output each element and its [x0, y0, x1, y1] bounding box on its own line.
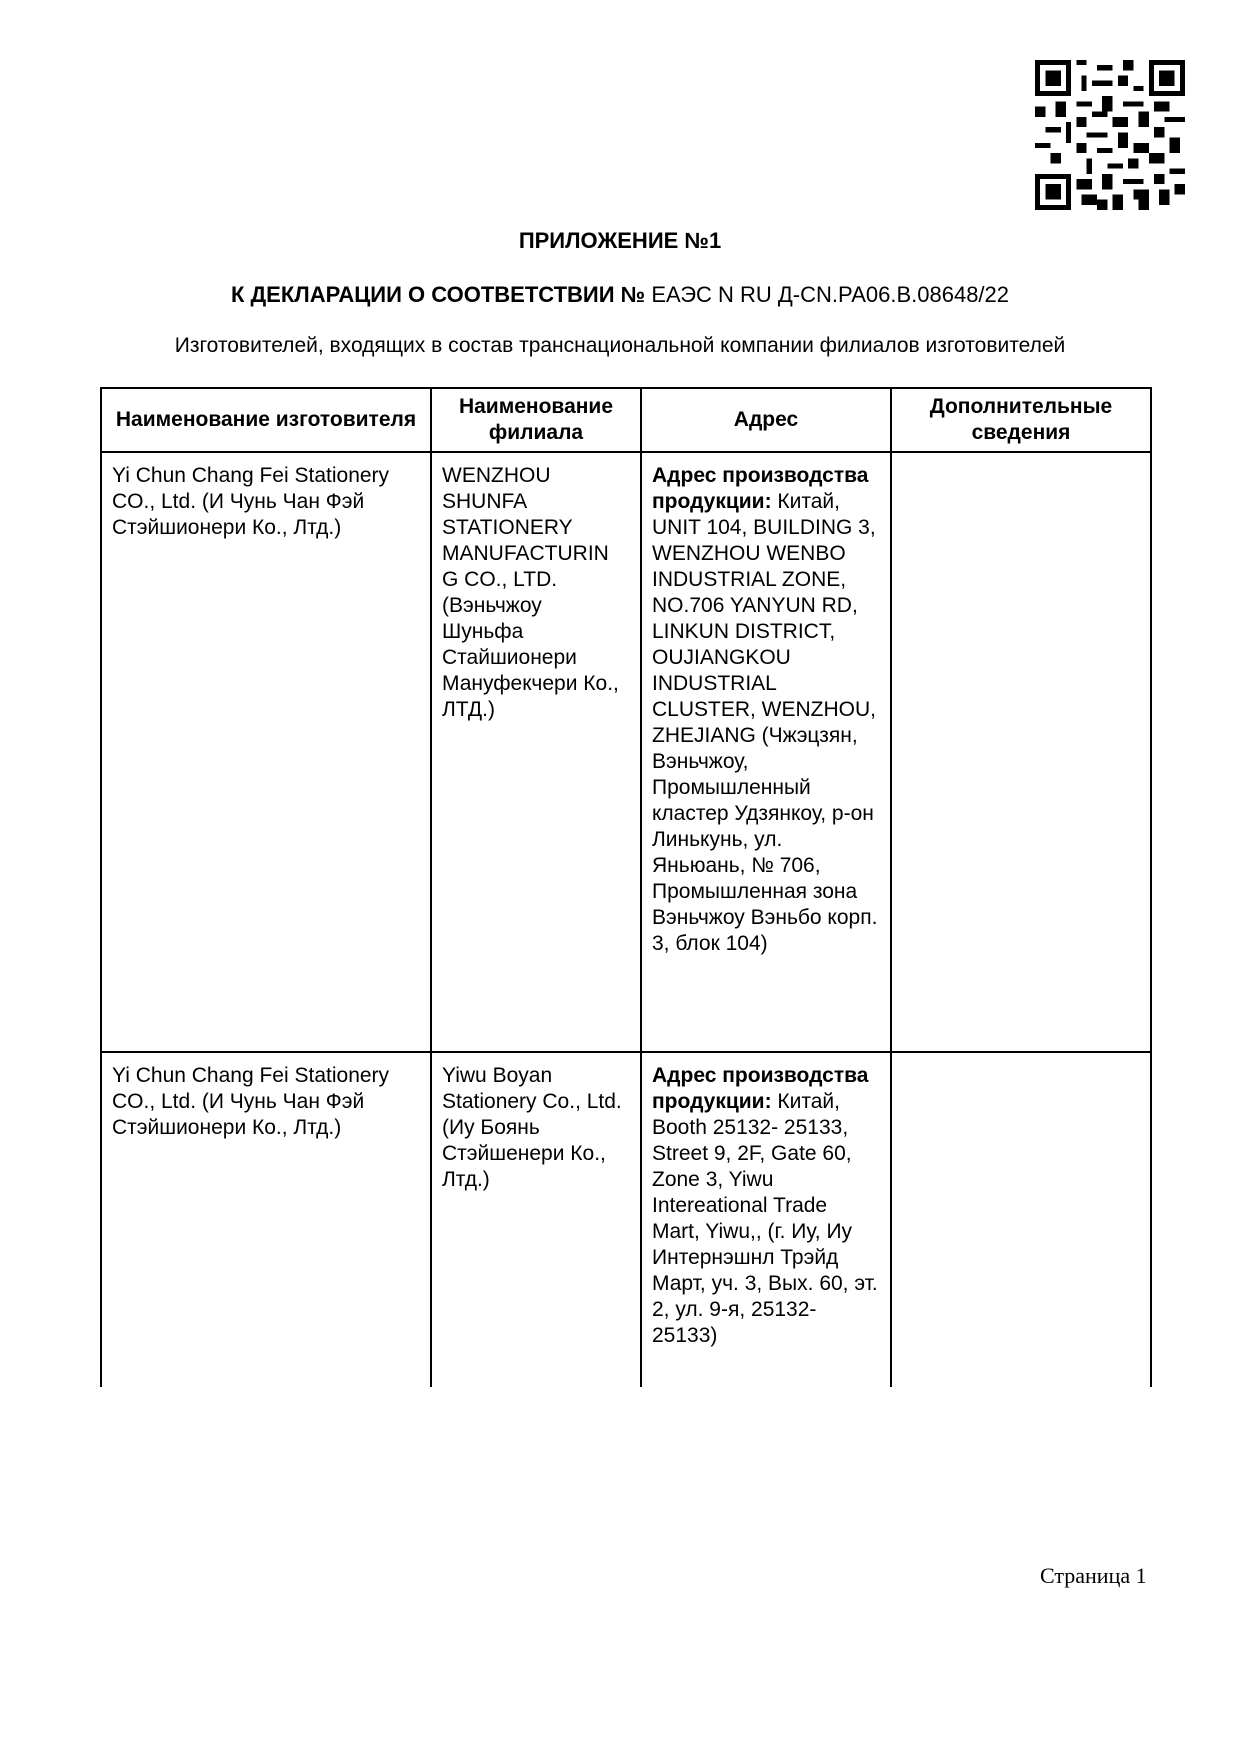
address-cell: [641, 452, 891, 1052]
table-row: [101, 452, 1151, 1052]
page-number: Страница 1: [1040, 1563, 1147, 1588]
address-label: Адрес производства продукции:: [652, 1064, 869, 1113]
declaration-prefix: К ДЕКЛАРАЦИИ О СООТВЕТСТВИИ №: [230, 282, 646, 307]
address-cell: [641, 1052, 891, 1387]
declaration-line: [0, 282, 1240, 308]
branch-cell: WENZHOU SHUNFA STATIONERY MANUFACTURIN G CO., LTD. (Вэньчжоу Шуньфа Стайшионери Мануфекчери Ко., ЛТД.): [431, 452, 641, 1052]
qr-code: [1035, 60, 1185, 210]
extra-cell: [891, 1052, 1151, 1387]
column-header-branch: Наименование филиала: [431, 388, 641, 452]
column-header-extra: Дополнительные сведения: [891, 388, 1151, 452]
branch-cell: Yiwu Boyan Stationery Co., Ltd. (Иу Боянь Стэйшенери Ко., Лтд.): [431, 1052, 641, 1387]
address-text: Китай, Booth 25132- 25133, Street 9, 2F, Gate 60, Zone 3, Yiwu Intereational Trade Mart, Yiwu,, (г. Иу, Иу Интернэшнл Трэйд Март, уч. 3, Вых. 60, эт. 2, ул. 9-я, 25132-25133): [652, 1090, 878, 1347]
column-header-manufacturer: Наименование изготовителя: [101, 388, 431, 452]
table-row: [101, 1052, 1151, 1387]
manufacturer-cell: Yi Chun Chang Fei Stationery CO., Ltd. (И Чунь Чан Фэй Стэйшионери Ко., Лтд.): [101, 1052, 431, 1387]
extra-cell: [891, 452, 1151, 1052]
manufacturers-table: [100, 387, 1152, 1387]
column-header-address: Адрес: [641, 388, 891, 452]
manufacturer-cell: Yi Chun Chang Fei Stationery CO., Ltd. (И Чунь Чан Фэй Стэйшионери Ко., Лтд.): [101, 452, 431, 1052]
document-subtitle: Изготовителей, входящих в состав транснациональной компании филиалов изготовителей: [174, 334, 1066, 357]
address-text: Китай, UNIT 104, BUILDING 3, WENZHOU WENBO INDUSTRIAL ZONE, NO.706 YANYUN RD, LINKUN DISTRICT, OUJIANGKOU INDUSTRIAL CLUSTER, WENZHOU, ZHEJIANG (Чжэцзян, Вэньчжоу, Промышленный кластер Удзянкоу, р-он Линькунь, ул. Яньюань, № 706, Промышленная зона Вэньчжоу Вэньбо корп. 3, блок 104): [652, 490, 878, 955]
table-header-row: [101, 388, 1151, 452]
address-label: Адрес производства продукции:: [652, 464, 869, 513]
appendix-title: ПРИЛОЖЕНИЕ №1: [518, 228, 722, 253]
declaration-number: ЕАЭС N RU Д-CN.РА06.В.08648/22: [651, 282, 1010, 307]
